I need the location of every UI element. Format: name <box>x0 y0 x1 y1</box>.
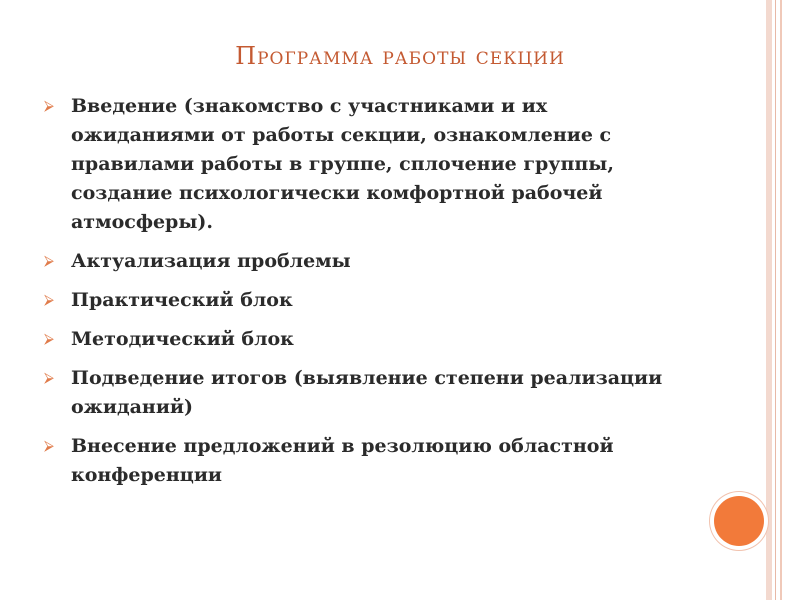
bullet-arrow-icon: ⮚ <box>44 331 54 347</box>
decorative-border-band <box>766 0 772 600</box>
bullet-list <box>44 92 684 500</box>
bullet-arrow-icon: ⮚ <box>44 292 54 308</box>
slide-title: Программа работы секции <box>235 42 565 70</box>
list-item <box>44 432 684 490</box>
bullet-arrow-icon: ⮚ <box>44 253 54 269</box>
decorative-orange-circle <box>714 496 764 546</box>
decorative-border-line <box>780 0 782 600</box>
list-item-text: Актуализация проблемы <box>71 250 351 272</box>
list-item <box>44 364 684 422</box>
list-item-text: Подведение итогов (выявление степени реализации ожиданий) <box>71 367 663 418</box>
bullet-arrow-icon: ⮚ <box>44 438 54 454</box>
list-item <box>44 92 684 237</box>
bullet-arrow-icon: ⮚ <box>44 98 54 114</box>
list-item-text: Внесение предложений в резолюцию областной конференции <box>71 435 614 486</box>
bullet-arrow-icon: ⮚ <box>44 370 54 386</box>
list-item-text: Практический блок <box>71 289 293 311</box>
list-item-text: Введение (знакомство с участниками и их ожиданиями от работы секции, ознакомление с правилами работы в группе, сплочение группы, создание психологически комфортной рабочей атмосферы). <box>71 95 614 233</box>
decorative-border-line <box>775 0 776 600</box>
list-item-text: Методический блок <box>71 328 294 350</box>
list-item <box>44 325 684 354</box>
list-item <box>44 247 684 276</box>
list-item <box>44 286 684 315</box>
